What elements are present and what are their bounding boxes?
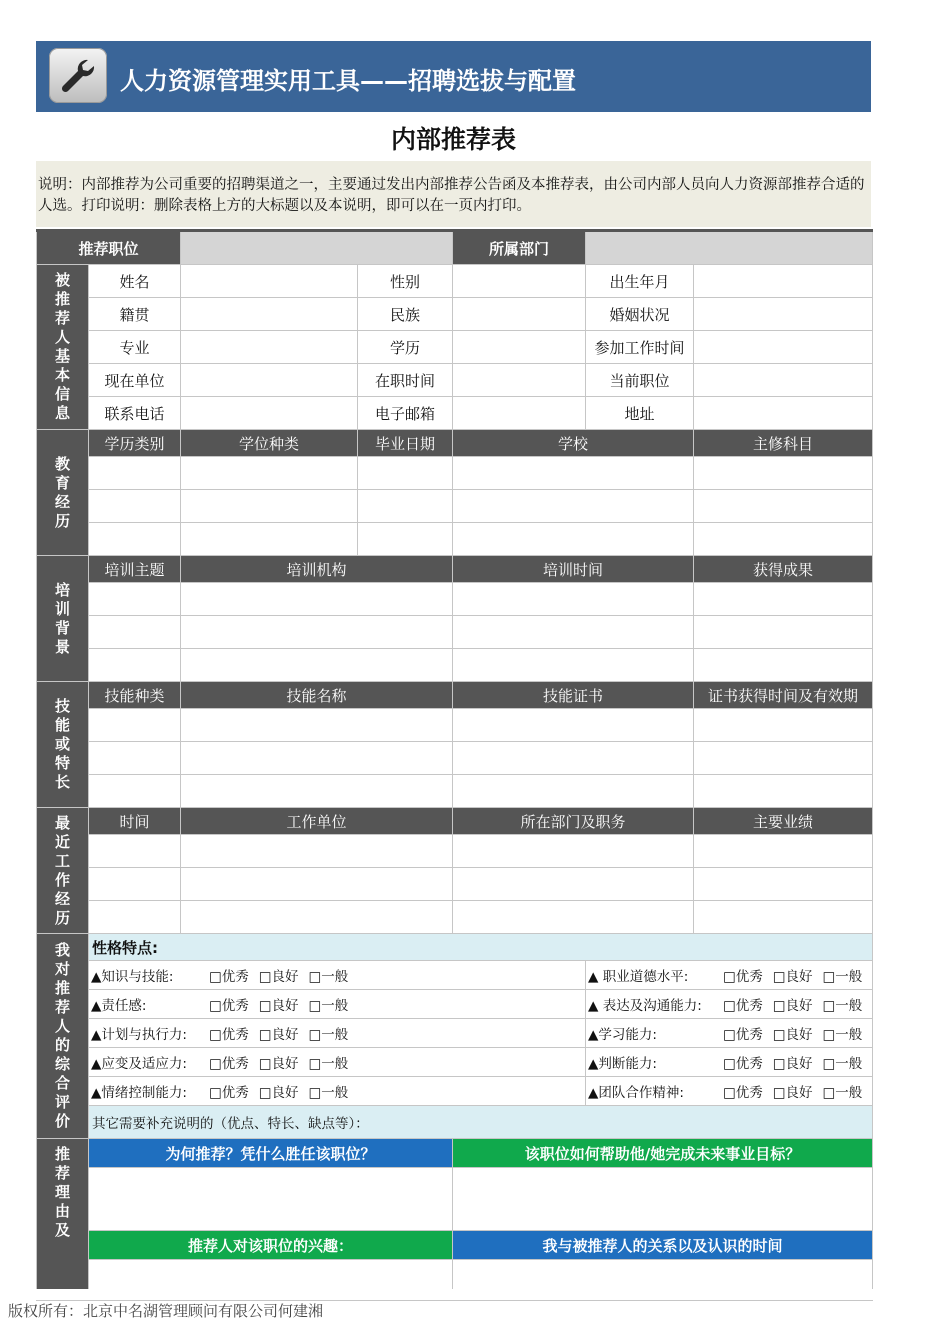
work-cell[interactable] <box>89 835 181 868</box>
degree-input[interactable] <box>453 331 586 364</box>
native-place-input[interactable] <box>181 298 358 331</box>
edu-cell[interactable] <box>89 523 181 556</box>
training-cell[interactable] <box>453 616 694 649</box>
eval-judgement[interactable]: ▲判断能力: □优秀 □良好 □一般 <box>586 1048 873 1077</box>
col-work-time: 时间 <box>89 808 181 835</box>
col-skill-type: 技能种类 <box>89 682 181 709</box>
col-work-achievement: 主要业绩 <box>694 808 873 835</box>
skill-cell[interactable] <box>694 709 873 742</box>
edu-cell[interactable] <box>181 523 358 556</box>
birth-input[interactable] <box>694 265 873 298</box>
eval-emotion[interactable]: ▲情绪控制能力: □优秀 □良好 □一般 <box>89 1077 586 1106</box>
name-input[interactable] <box>181 265 358 298</box>
training-cell[interactable] <box>694 616 873 649</box>
side-training: 培训背景 <box>37 556 89 682</box>
side-basic-info: 被推荐人基本信息 <box>37 265 89 430</box>
address-input[interactable] <box>694 397 873 430</box>
work-cell[interactable] <box>694 835 873 868</box>
marital-input[interactable] <box>694 298 873 331</box>
work-cell[interactable] <box>453 868 694 901</box>
edu-cell[interactable] <box>694 523 873 556</box>
work-cell[interactable] <box>694 868 873 901</box>
col-degree-type: 学位种类 <box>181 430 358 457</box>
skill-cell[interactable] <box>89 742 181 775</box>
label-degree: 学历 <box>358 331 453 364</box>
col-grad-date: 毕业日期 <box>358 430 453 457</box>
label-phone: 联系电话 <box>89 397 181 430</box>
work-cell[interactable] <box>181 835 453 868</box>
side-education: 教育经历 <box>37 430 89 556</box>
side-skills: 技能或特长 <box>37 682 89 808</box>
training-cell[interactable] <box>453 649 694 682</box>
label-address: 地址 <box>586 397 694 430</box>
banner-title: 人力资源管理实用工具——招聘选拔与配置 <box>120 67 576 95</box>
work-cell[interactable] <box>89 901 181 934</box>
eval-learning[interactable]: ▲学习能力: □优秀 □良好 □一般 <box>586 1019 873 1048</box>
label-work-start: 参加工作时间 <box>586 331 694 364</box>
why-recommend-header: 为何推荐？凭什么胜任该职位？ <box>89 1139 453 1168</box>
phone-input[interactable] <box>181 397 358 430</box>
edu-cell[interactable] <box>358 490 453 523</box>
edu-cell[interactable] <box>181 457 358 490</box>
wrench-icon <box>49 48 107 103</box>
label-birth: 出生年月 <box>586 265 694 298</box>
col-training-org: 培训机构 <box>181 556 453 583</box>
work-cell[interactable] <box>181 901 453 934</box>
col-cert-time: 证书获得时间及有效期 <box>694 682 873 709</box>
col-major-subject: 主修科目 <box>694 430 873 457</box>
col-school: 学校 <box>453 430 694 457</box>
training-cell[interactable] <box>694 583 873 616</box>
work-cell[interactable] <box>694 901 873 934</box>
label-current-company: 现在单位 <box>89 364 181 397</box>
tenure-input[interactable] <box>453 364 586 397</box>
edu-cell[interactable] <box>453 457 694 490</box>
training-cell[interactable] <box>89 649 181 682</box>
page-gap <box>0 1289 950 1300</box>
work-cell[interactable] <box>453 901 694 934</box>
edu-cell[interactable] <box>694 490 873 523</box>
label-gender: 性别 <box>358 265 453 298</box>
edu-cell[interactable] <box>453 490 694 523</box>
edu-cell[interactable] <box>694 457 873 490</box>
edu-cell[interactable] <box>89 490 181 523</box>
gender-input[interactable] <box>453 265 586 298</box>
eval-adaptability[interactable]: ▲应变及适应力: □优秀 □良好 □一般 <box>89 1048 586 1077</box>
work-cell[interactable] <box>181 868 453 901</box>
training-cell[interactable] <box>181 616 453 649</box>
why-recommend-input[interactable] <box>89 1168 453 1231</box>
skill-cell[interactable] <box>181 742 453 775</box>
col-skill-cert: 技能证书 <box>453 682 694 709</box>
personality-title: 性格特点: <box>89 934 873 961</box>
skill-cell[interactable] <box>453 742 694 775</box>
skill-cell[interactable] <box>694 775 873 808</box>
skill-cell[interactable] <box>453 709 694 742</box>
col-skill-name: 技能名称 <box>181 682 453 709</box>
label-major: 专业 <box>89 331 181 364</box>
skill-cell[interactable] <box>181 709 453 742</box>
major-input[interactable] <box>181 331 358 364</box>
skill-cell[interactable] <box>89 709 181 742</box>
edu-cell[interactable] <box>453 523 694 556</box>
work-start-input[interactable] <box>694 331 873 364</box>
col-training-result: 获得成果 <box>694 556 873 583</box>
edu-cell[interactable] <box>181 490 358 523</box>
eval-teamwork[interactable]: ▲团队合作精神: □优秀 □良好 □一般 <box>586 1077 873 1106</box>
col-work-dept: 所在部门及职务 <box>453 808 694 835</box>
training-cell[interactable] <box>181 649 453 682</box>
ethnicity-input[interactable] <box>453 298 586 331</box>
training-cell[interactable] <box>89 583 181 616</box>
work-cell[interactable] <box>453 835 694 868</box>
skill-cell[interactable] <box>453 775 694 808</box>
eval-communication[interactable]: ▲ 表达及沟通能力: □优秀 □良好 □一般 <box>586 990 873 1019</box>
current-company-input[interactable] <box>181 364 358 397</box>
label-name: 姓名 <box>89 265 181 298</box>
eval-knowledge[interactable]: ▲知识与技能: □优秀 □良好 □一般 <box>89 961 586 990</box>
skill-cell[interactable] <box>694 742 873 775</box>
eval-ethics[interactable]: ▲ 职业道德水平: □优秀 □良好 □一般 <box>586 961 873 990</box>
col-training-time: 培训时间 <box>453 556 694 583</box>
training-cell[interactable] <box>89 616 181 649</box>
label-position: 推荐职位 <box>37 231 181 265</box>
position-input[interactable] <box>181 231 453 265</box>
edu-cell[interactable] <box>89 457 181 490</box>
skill-cell[interactable] <box>89 775 181 808</box>
label-native-place: 籍贯 <box>89 298 181 331</box>
training-cell[interactable] <box>694 649 873 682</box>
label-email: 电子邮箱 <box>358 397 453 430</box>
col-work-company: 工作单位 <box>181 808 453 835</box>
label-department: 所属部门 <box>453 231 586 265</box>
label-marital: 婚姻状况 <box>586 298 694 331</box>
label-current-position: 当前职位 <box>586 364 694 397</box>
side-work: 最近工作经历 <box>37 808 89 934</box>
career-goal-header: 该职位如何帮助他/她完成未来事业目标？ <box>453 1139 873 1168</box>
side-evaluation: 我对推荐人的综合评价 <box>37 934 89 1139</box>
skill-cell[interactable] <box>181 775 453 808</box>
supplementary-note[interactable]: 其它需要补充说明的（优点、特长、缺点等）： <box>89 1106 873 1139</box>
current-position-input[interactable] <box>694 364 873 397</box>
edu-cell[interactable] <box>358 457 453 490</box>
referral-form <box>36 229 873 1301</box>
email-input[interactable] <box>453 397 586 430</box>
work-cell[interactable] <box>89 868 181 901</box>
copyright-footer: 版权所有：北京中名湖管理顾问有限公司何建湘 <box>8 1302 324 1320</box>
relationship-header: 我与被推荐人的关系以及认识的时间 <box>453 1231 873 1260</box>
interest-header: 推荐人对该职位的兴趣： <box>89 1231 453 1260</box>
label-ethnicity: 民族 <box>358 298 453 331</box>
header-banner <box>36 41 871 112</box>
page-title: 内部推荐表 <box>390 125 516 154</box>
label-tenure: 在职时间 <box>358 364 453 397</box>
description: 说明：内部推荐为公司重要的招聘渠道之一，主要通过发出内部推荐公告函及本推荐表，由公司内部人员向人力资源部推荐合适的人选。打印说明：删除表格上方的大标题以及本说明，即可以在一页内打印。 <box>36 161 871 227</box>
side-reason: 推荐理由及 <box>37 1139 89 1301</box>
col-edu-type: 学历类别 <box>89 430 181 457</box>
career-goal-input[interactable] <box>453 1168 873 1231</box>
training-cell[interactable] <box>181 583 453 616</box>
training-cell[interactable] <box>453 583 694 616</box>
edu-cell[interactable] <box>358 523 453 556</box>
department-input[interactable] <box>586 231 873 265</box>
eval-responsibility[interactable]: ▲责任感: □优秀 □良好 □一般 <box>89 990 586 1019</box>
col-training-topic: 培训主题 <box>89 556 181 583</box>
eval-planning[interactable]: ▲计划与执行力: □优秀 □良好 □一般 <box>89 1019 586 1048</box>
